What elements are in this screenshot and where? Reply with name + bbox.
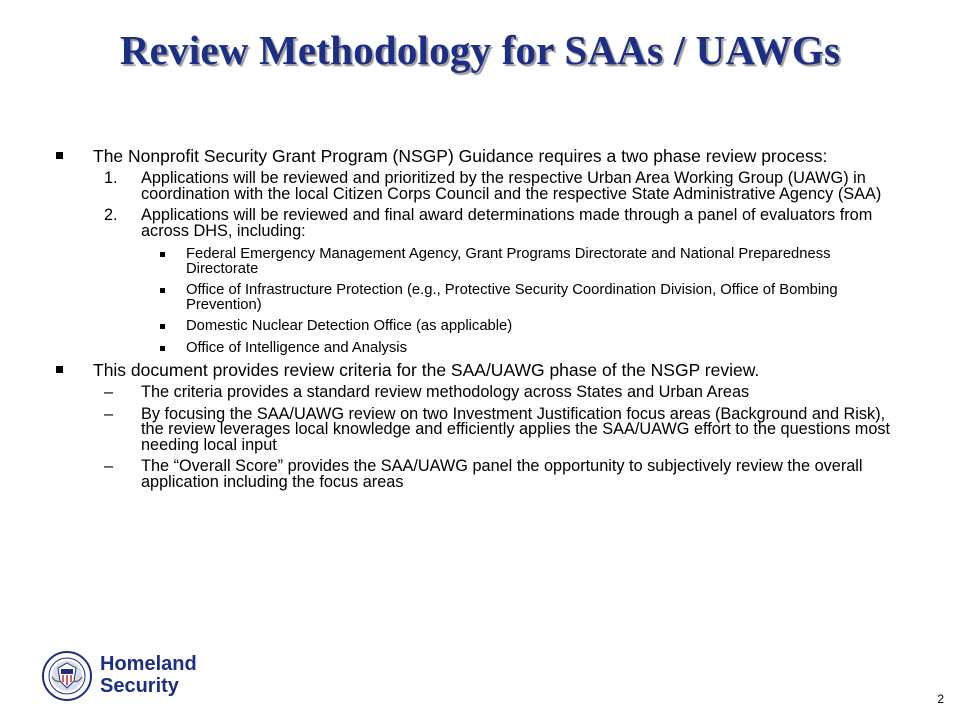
sub-bullet [56, 341, 906, 356]
square-bullet-icon [160, 283, 165, 297]
square-bullet-icon [160, 341, 165, 355]
logo-wordmark [100, 653, 197, 697]
sub-bullet-text: Domestic Nuclear Detection Office (as applicable) [186, 318, 513, 334]
sub-bullet-text: Office of Infrastructure Protection (e.g., Protective Security Coordination Division, Office of Bombing Prevention) [186, 282, 838, 313]
sub-bullet-text: Office of Intelligence and Analysis [186, 339, 407, 356]
item-marker: 1. [104, 169, 118, 187]
dash-item [56, 459, 906, 490]
sub-bullet [56, 247, 906, 276]
item-marker: – [104, 383, 114, 401]
bullet-text: This document provides review criteria for the SAA/UAWG phase of the NSGP review. [93, 360, 760, 380]
square-bullet-icon [56, 362, 63, 379]
slide-title: Review Methodology for SAAs / UAWGs [119, 27, 841, 73]
sub-bullet [56, 319, 906, 334]
dhs-seal-icon [42, 651, 92, 701]
item-text: The “Overall Score” provides the SAA/UAWG panel the opportunity to subjectively review the overall application including the focus areas [141, 457, 863, 491]
square-bullet-icon [56, 148, 63, 165]
item-marker: 2. [104, 206, 118, 224]
item-marker: – [104, 404, 114, 423]
item-marker: – [104, 457, 114, 475]
item-text: Applications will be reviewed and prioritized by the respective Urban Area Working Group (UAWG) in coordination with the local Citizen Corps Council and the respective State Administrative Agency (SAA) [141, 169, 882, 203]
sub-bullet [56, 283, 906, 312]
logo-line1: Homeland [100, 653, 197, 675]
item-text: The criteria provides a standard review methodology across States and Urban Areas [141, 383, 750, 401]
numbered-item [56, 208, 906, 239]
dash-item [56, 404, 906, 454]
square-bullet-icon [160, 319, 165, 333]
dhs-logo [42, 651, 212, 703]
bullet-level1 [56, 148, 906, 165]
square-bullet-icon [160, 247, 165, 261]
logo-line2: Security [100, 675, 179, 697]
item-text: By focusing the SAA/UAWG review on two Investment Justification focus areas (Background and Risk), the review leverages local knowledge and efficiently applies the SAA/UAWG effort to the questions most needing local input [141, 404, 891, 454]
dash-item [56, 385, 906, 401]
bullet-text: The Nonprofit Security Grant Program (NSGP) Guidance requires a two phase review process: [93, 146, 828, 166]
slide-body [56, 148, 906, 496]
numbered-item [56, 171, 906, 202]
bullet-level1 [56, 362, 906, 379]
sub-bullet-text: Federal Emergency Management Agency, Grant Programs Directorate and National Preparedness Directorate [186, 246, 831, 277]
page-number: 2 [937, 692, 944, 706]
item-text: Applications will be reviewed and final award determinations made through a panel of evaluators from across DHS, including: [141, 206, 873, 240]
